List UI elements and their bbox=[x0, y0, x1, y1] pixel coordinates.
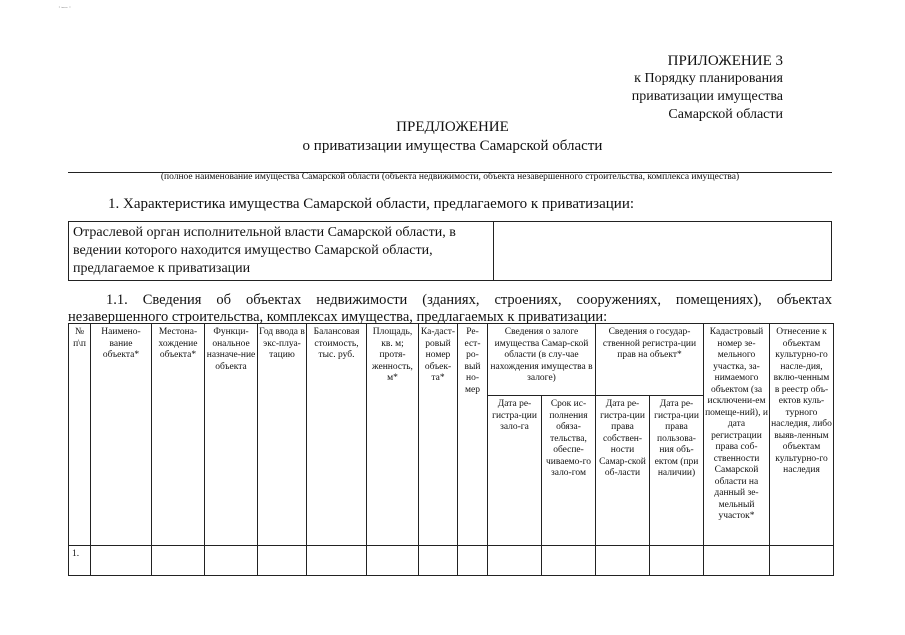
header-cultural-heritage: Отнесение к объектам культурно-го насле-дия, вклю-ченным в реестр объ-ектов куль-турного наследия, либо выяв-ленным объектам культурно-го наследия bbox=[770, 324, 834, 546]
header-area: Площадь, кв. м; протя-женность, м* bbox=[367, 324, 419, 546]
table-cell bbox=[205, 546, 258, 576]
appendix-header bbox=[632, 52, 783, 124]
header-land-plot: Кадастровый номер зе-мельного участка, за-нимаемого объектом (за исключени-ем помеще-ний), и дата регистрации права соб-ственности Самарской области на данный зе-мельный участок* bbox=[704, 324, 770, 546]
table-cell bbox=[419, 546, 458, 576]
table-cell bbox=[258, 546, 307, 576]
table-cell bbox=[596, 546, 650, 576]
org-table bbox=[68, 221, 832, 281]
header-location: Местона-хождение объекта* bbox=[152, 324, 205, 546]
header-cadastral: Ка-даст-ровый номер объек-та* bbox=[419, 324, 458, 546]
table-cell bbox=[542, 546, 596, 576]
header-purpose: Функци-ональное назначе-ние объекта bbox=[205, 324, 258, 546]
appendix-line: к Порядку планирования bbox=[634, 71, 783, 86]
document-title-sub: о приватизации имущества Самарской области bbox=[302, 138, 603, 154]
header-rights-use: Дата ре-гистра-ции права пользова-ния объ-ектом (при наличии) bbox=[650, 396, 704, 546]
header-balance: Балансовая стоимость, тыс. руб. bbox=[307, 324, 367, 546]
table-cell bbox=[152, 546, 205, 576]
org-label: Отраслевой орган исполнительной власти Самарской области, в ведении которого находится имущество Самарской области, предлагаемое к приватизации bbox=[69, 222, 494, 281]
row-1-num: 1. bbox=[69, 546, 91, 576]
header-rights: Сведения о государ-ственной регистра-ции прав на объект* bbox=[596, 324, 704, 396]
table-cell bbox=[458, 546, 488, 576]
org-value bbox=[494, 222, 832, 281]
table-cell bbox=[770, 546, 834, 576]
header-num: № п\п bbox=[69, 324, 91, 546]
corner-mark: ·ー· bbox=[58, 3, 72, 12]
table-cell bbox=[91, 546, 152, 576]
table-cell bbox=[650, 546, 704, 576]
section-1-heading: 1. Характеристика имущества Самарской области, предлагаемого к приватизации: bbox=[108, 196, 635, 212]
header-registry-number: Ре-ест-ро-вый но-мер bbox=[458, 324, 488, 546]
table-cell bbox=[488, 546, 542, 576]
document-title bbox=[0, 118, 905, 156]
table-cell bbox=[704, 546, 770, 576]
header-pledge: Сведения о залоге имущества Самар-ской области (в слу-чае нахождения имущества в залоге) bbox=[488, 324, 596, 396]
header-name: Наимено-вание объекта* bbox=[91, 324, 152, 546]
header-pledge-date: Дата ре-гистра-ции зало-га bbox=[488, 396, 542, 546]
header-pledge-term: Срок ис-полнения обяза-тельства, обеспе-чиваемо-го зало-гом bbox=[542, 396, 596, 546]
document-title-main: ПРЕДЛОЖЕНИЕ bbox=[396, 119, 509, 135]
header-rights-ownership: Дата ре-гистра-ции права собствен-ности Самар-ской об-ласти bbox=[596, 396, 650, 546]
name-field-caption: (полное наименование имущества Самарской области (объекта недвижимости, объекта незавершенного строительства, комплекса имущества) bbox=[160, 172, 740, 182]
appendix-line: приватизации имущества bbox=[631, 89, 783, 104]
section-1-1-heading: 1.1. Сведения об объектах недвижимости (зданиях, строениях, сооружениях, помещениях), объектах незавершенного строительства, комплексах имущества, предлагаемых к приватизации: bbox=[68, 292, 832, 325]
property-table bbox=[68, 323, 834, 576]
appendix-title: ПРИЛОЖЕНИЕ 3 bbox=[667, 53, 783, 69]
table-cell bbox=[367, 546, 419, 576]
header-year: Год ввода в экс-плуа-тацию bbox=[258, 324, 307, 546]
table-cell bbox=[307, 546, 367, 576]
appendix-line: Самарской области bbox=[668, 107, 783, 122]
